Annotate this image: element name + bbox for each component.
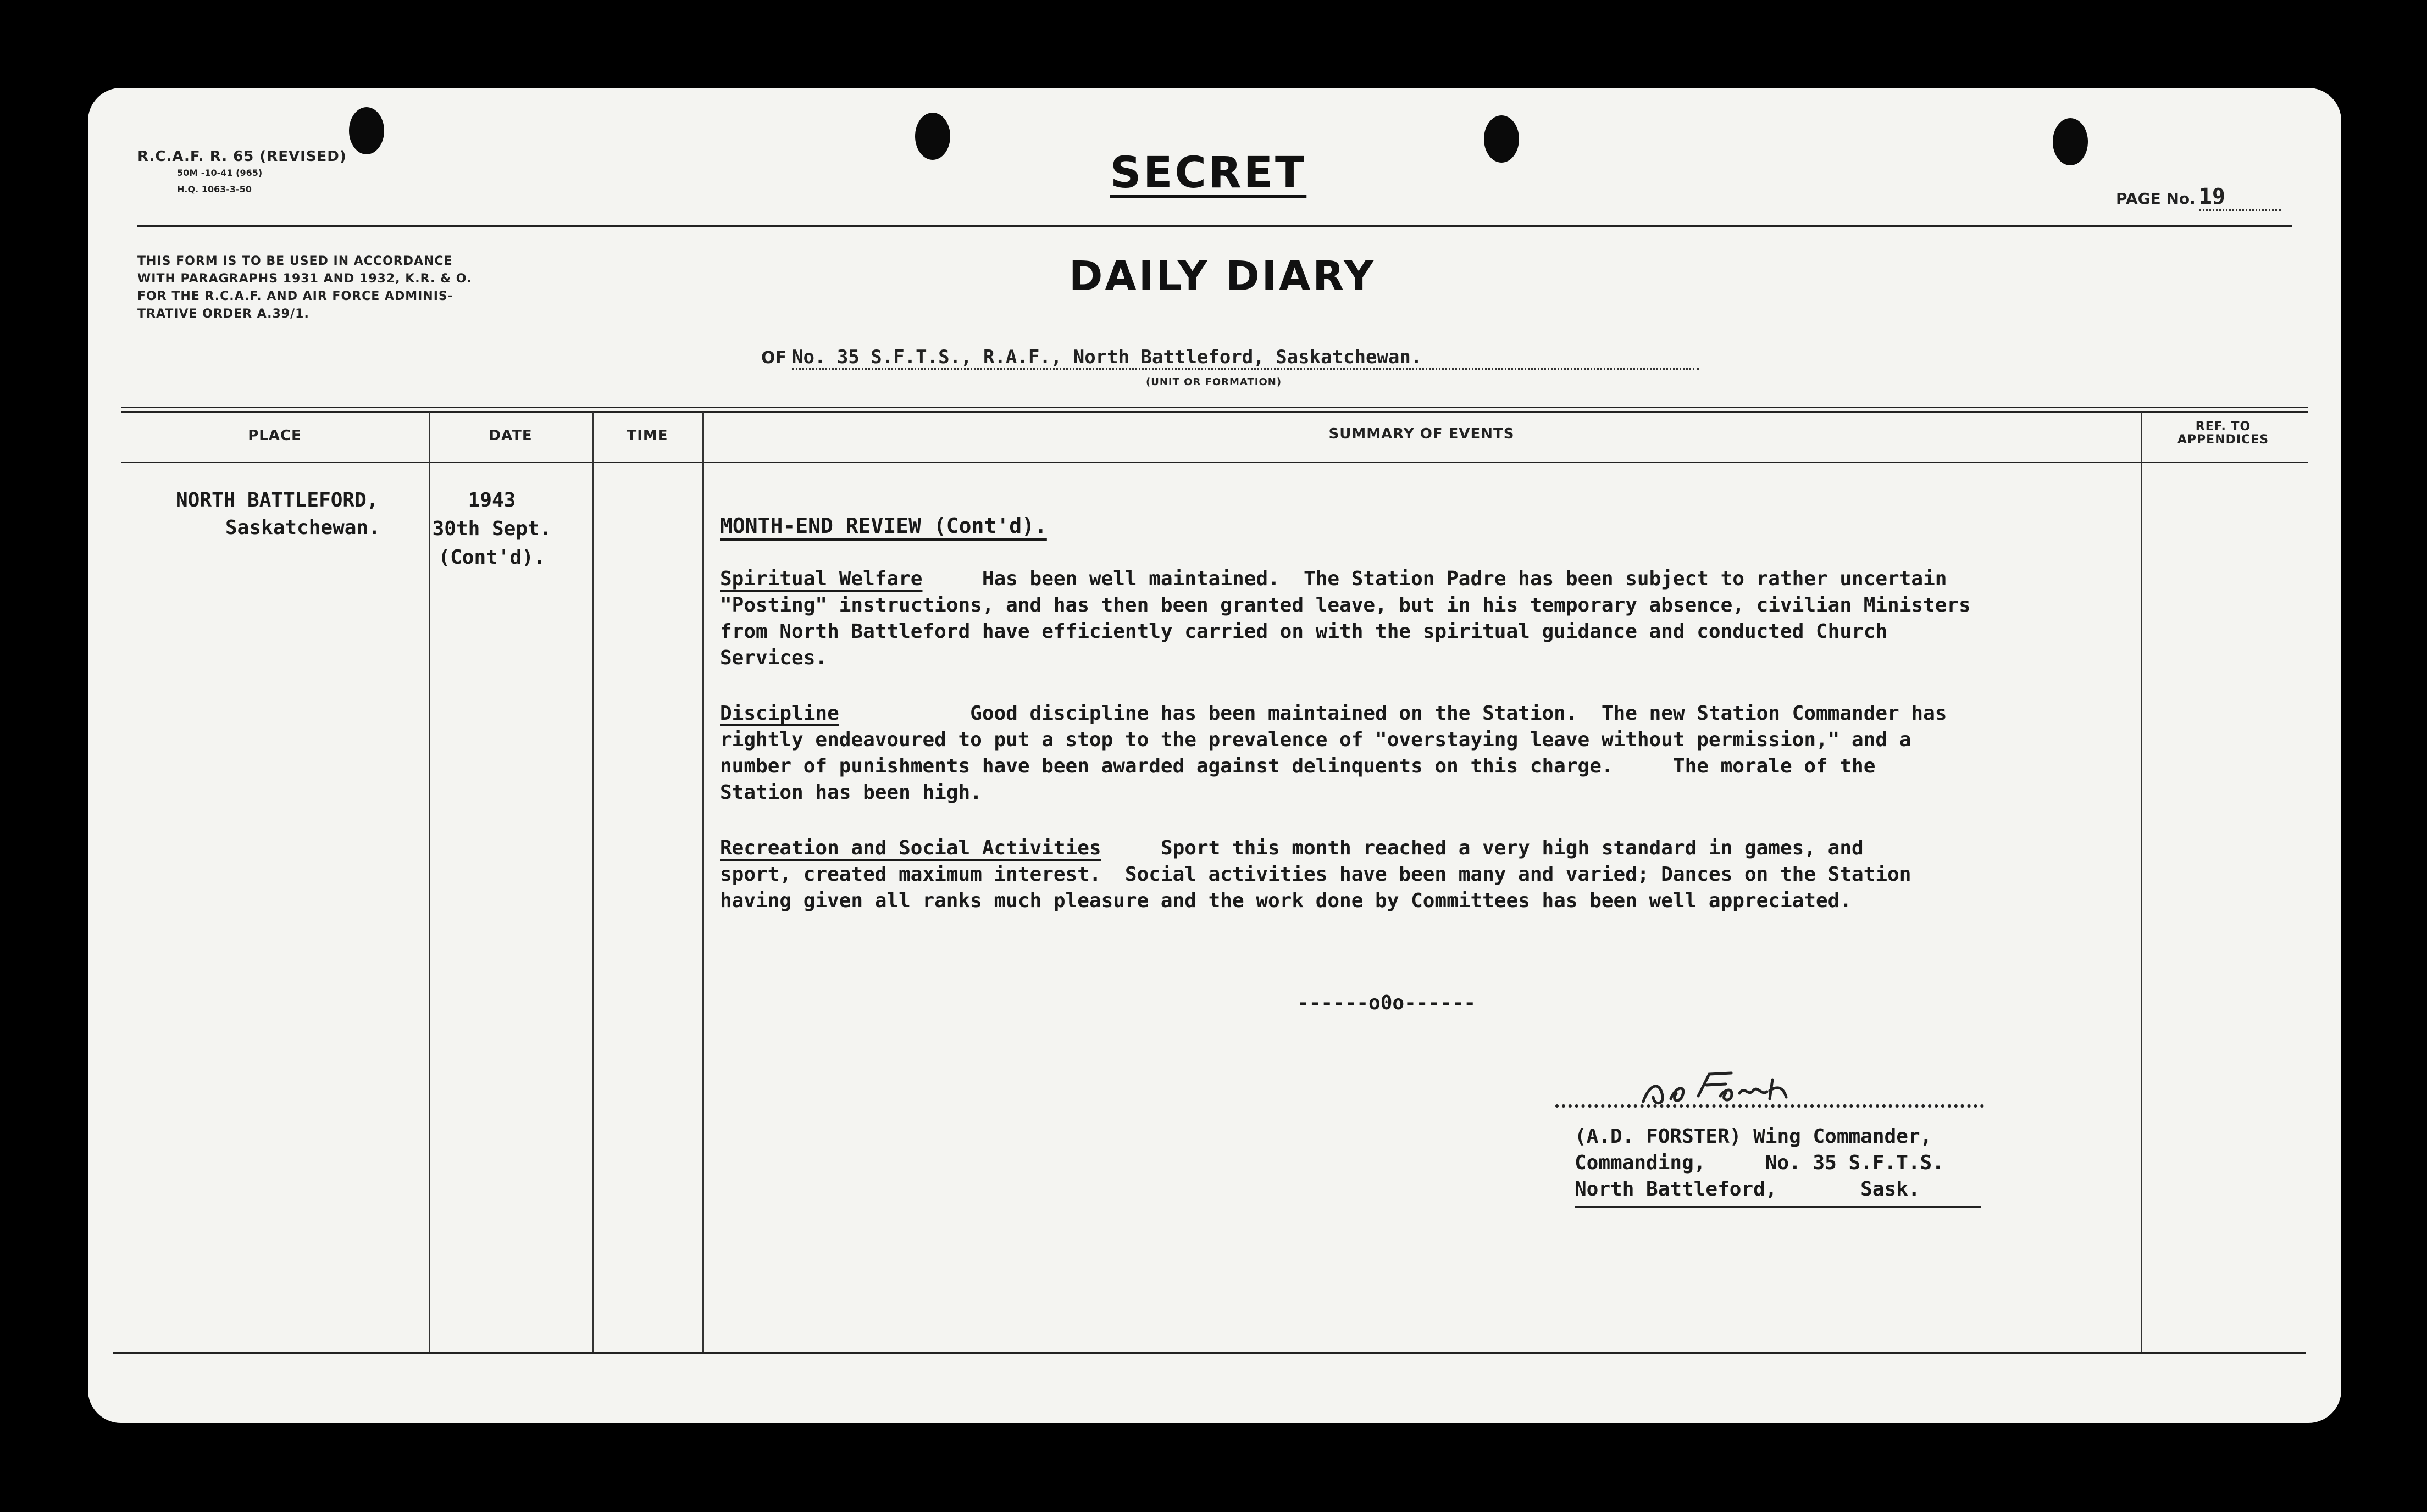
date-line: (Cont'd).: [438, 546, 546, 569]
punch-hole: [1484, 115, 1519, 163]
form-code: R.C.A.F. R. 65 (REVISED): [137, 148, 347, 165]
paragraph-line: Station has been high.: [720, 781, 982, 804]
page-label: PAGE No.: [2116, 190, 2196, 208]
paragraph-line: from North Battleford have efficiently carried on with the spiritual guidance and conducted Church: [720, 620, 1888, 643]
table-bottom-rule: [113, 1352, 2306, 1354]
paragraph-line: Services.: [720, 647, 828, 669]
unit-name: No. 35 S.F.T.S., R.A.F., North Battleford, Saskatchewan.: [792, 346, 1699, 370]
instruction-line: TRATIVE ORDER A.39/1.: [137, 307, 309, 321]
paragraph-discipline: [720, 701, 2237, 806]
table-top-rule: [121, 411, 2308, 413]
of-label: OF: [761, 348, 786, 368]
ref-header-line: REF. TO: [2195, 420, 2251, 433]
unit-caption: (UNIT OR FORMATION): [1146, 376, 1282, 388]
paragraph-spiritual-welfare: [720, 566, 2237, 671]
paragraph-heading: Discipline: [720, 702, 839, 725]
summary-heading: MONTH-END REVIEW (Cont'd).: [720, 514, 1047, 538]
paragraph-line: rightly endeavoured to put a stop to the prevalence of "overstaying leave without permission," and a: [720, 729, 1911, 751]
column-header-date: DATE: [489, 427, 533, 444]
paragraph-line: Has been well maintained. The Station Padre has been subject to rather uncertain: [922, 568, 1947, 590]
paragraph-line: having given all ranks much pleasure and the work done by Committees has been well appreciated.: [720, 890, 1852, 912]
column-divider: [702, 412, 704, 1352]
place-line: Saskatchewan.: [225, 516, 380, 539]
page-title: DAILY DIARY: [1069, 253, 1376, 300]
punch-hole: [349, 107, 384, 154]
date-line: 1943: [468, 489, 516, 512]
signature-block: [1575, 1124, 1944, 1203]
paragraph-heading: Spiritual Welfare: [720, 568, 923, 590]
date-line: 30th Sept.: [432, 518, 552, 540]
paragraph-line: Good discipline has been maintained on the Station. The new Station Commander has: [839, 702, 1947, 725]
hq-code: H.Q. 1063-3-50: [177, 184, 252, 194]
signatory-location: North Battleford, Sask.: [1575, 1178, 1920, 1200]
column-header-summary: SUMMARY OF EVENTS: [1328, 426, 1515, 442]
unit-field: [761, 346, 1699, 370]
paragraph-line: Sport this month reached a very high standard in games, and: [1101, 837, 1864, 859]
form-reference: [137, 148, 347, 198]
signatory-role: Commanding, No. 35 S.F.T.S.: [1575, 1152, 1944, 1174]
column-header-place: PLACE: [248, 427, 302, 444]
page-number: 19: [2199, 184, 2281, 211]
punch-hole: [915, 113, 950, 160]
table-header-rule: [121, 462, 2308, 463]
paragraph-heading: Recreation and Social Activities: [720, 837, 1101, 859]
paragraph-line: number of punishments have been awarded against delinquents on this charge. The morale of the: [720, 755, 1876, 777]
instruction-line: THIS FORM IS TO BE USED IN ACCORDANCE: [137, 254, 453, 268]
signature-line: [1555, 1104, 1984, 1108]
page-number-field: [2116, 184, 2281, 211]
print-code: 50M -10-41 (965): [177, 168, 263, 178]
instruction-line: FOR THE R.C.A.F. AND AIR FORCE ADMINIS-: [137, 290, 453, 303]
security-classification: SECRET: [1110, 148, 1307, 198]
table-top-rule: [121, 407, 2308, 408]
column-divider: [592, 412, 594, 1352]
instruction-line: WITH PARAGRAPHS 1931 AND 1932, K.R. & O.: [137, 272, 472, 286]
column-header-time: TIME: [627, 427, 668, 444]
paragraph-recreation: [720, 835, 2237, 914]
entry-date: [429, 486, 555, 572]
divider: [137, 225, 2292, 227]
punch-hole: [2053, 118, 2088, 165]
place-line: NORTH BATTLEFORD,: [176, 489, 379, 512]
ref-header-line: APPENDICES: [2177, 433, 2269, 447]
form-instructions: [137, 253, 472, 323]
section-separator: ------o0o------: [1297, 992, 1476, 1014]
signature-underline: [1575, 1206, 1981, 1208]
signatory-name: (A.D. FORSTER) Wing Commander,: [1575, 1125, 1932, 1148]
diary-form-card: [88, 88, 2341, 1423]
column-header-ref: [2141, 420, 2306, 447]
paragraph-line: sport, created maximum interest. Social activities have been many and varied; Dances on the Station: [720, 863, 1911, 886]
paragraph-line: "Posting" instructions, and has then been granted leave, but in his temporary absence, civilian Ministers: [720, 594, 1971, 616]
